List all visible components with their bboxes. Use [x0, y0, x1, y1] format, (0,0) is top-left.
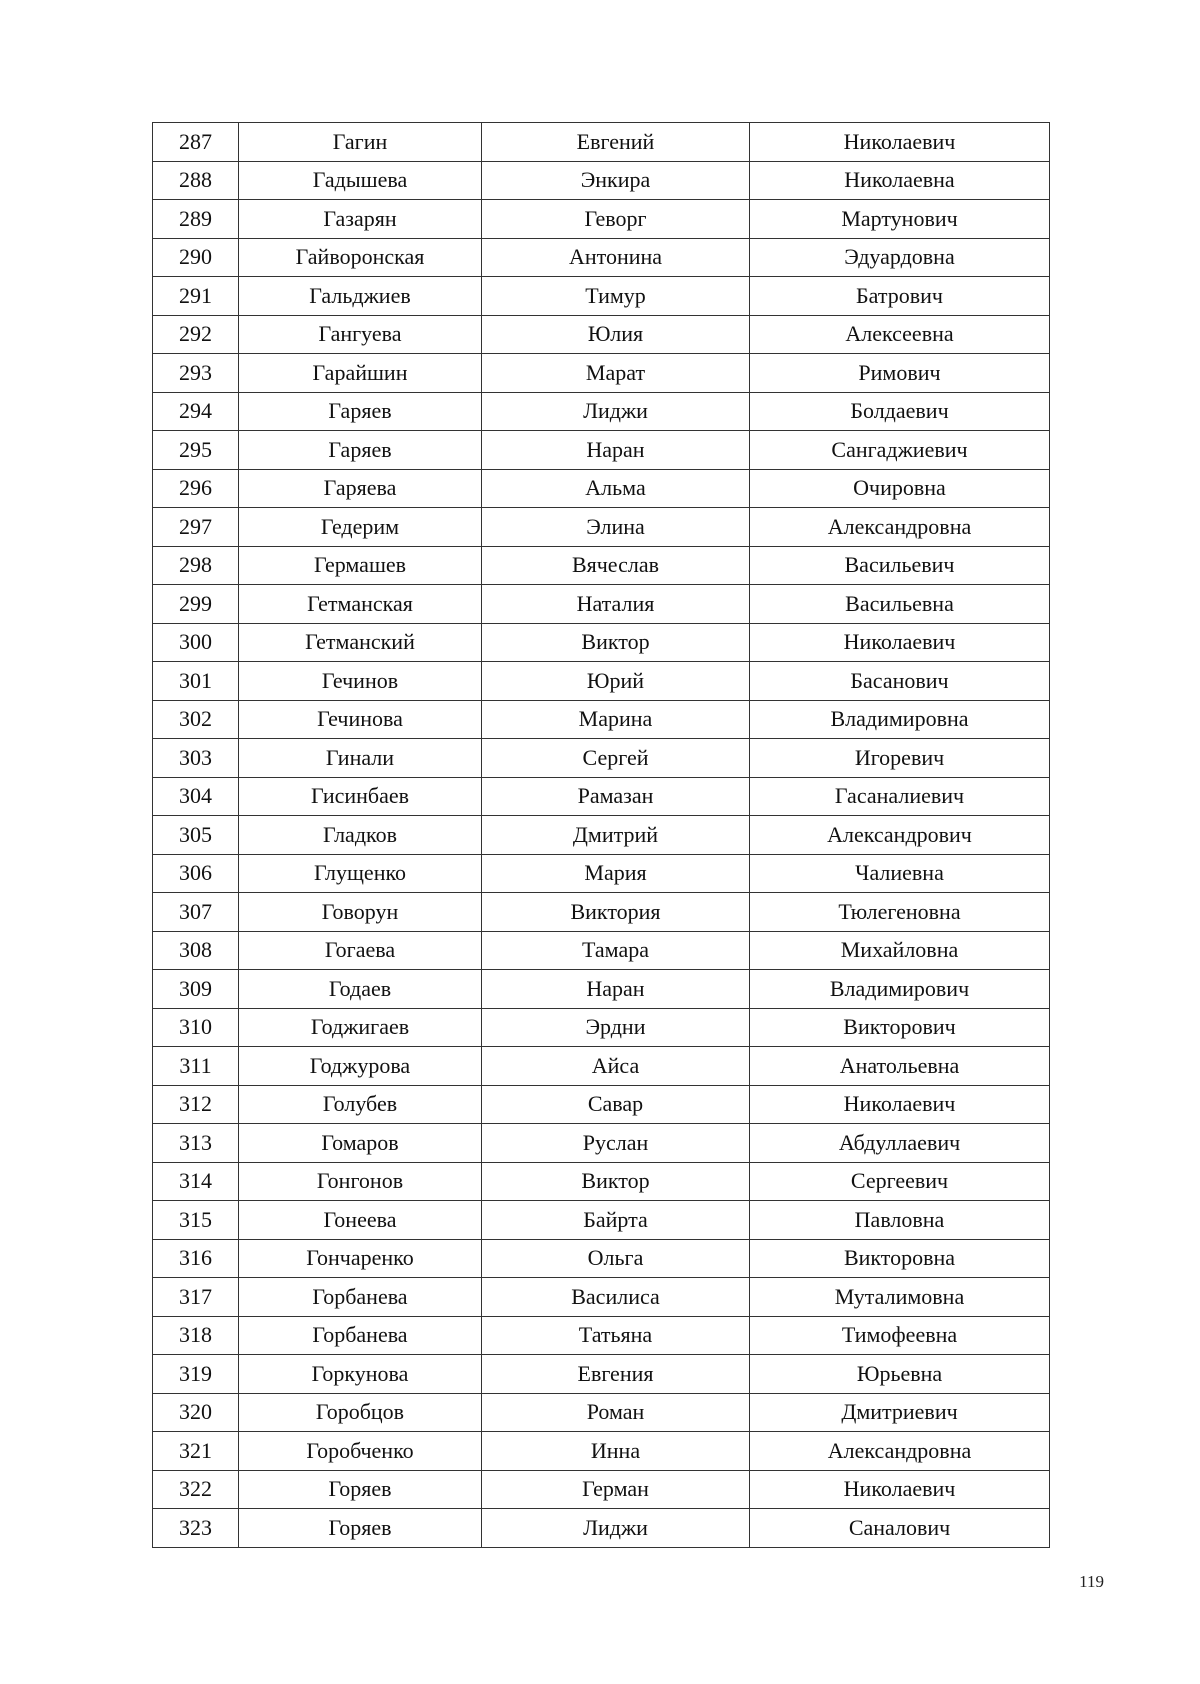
patronymic-cell: Басанович: [750, 662, 1050, 701]
patronymic-cell: Сергеевич: [750, 1162, 1050, 1201]
row-number-cell: 291: [153, 277, 239, 316]
last-name-cell: Гедерим: [239, 508, 482, 547]
patronymic-cell: Васильевич: [750, 546, 1050, 585]
table-row: [153, 854, 1050, 893]
row-number-cell: 298: [153, 546, 239, 585]
table-row: [153, 1432, 1050, 1471]
last-name-cell: Гетманский: [239, 623, 482, 662]
last-name-cell: Голубев: [239, 1085, 482, 1124]
first-name-cell: Наран: [482, 970, 750, 1009]
patronymic-cell: Дмитриевич: [750, 1393, 1050, 1432]
last-name-cell: Гетманская: [239, 585, 482, 624]
first-name-cell: Юрий: [482, 662, 750, 701]
first-name-cell: Мария: [482, 854, 750, 893]
table-row: [153, 354, 1050, 393]
first-name-cell: Энкира: [482, 161, 750, 200]
last-name-cell: Гайворонская: [239, 238, 482, 277]
patronymic-cell: Николаевна: [750, 161, 1050, 200]
last-name-cell: Гагин: [239, 123, 482, 162]
table-row: [153, 431, 1050, 470]
row-number-cell: 289: [153, 200, 239, 239]
row-number-cell: 290: [153, 238, 239, 277]
table-row: [153, 893, 1050, 932]
last-name-cell: Годжигаев: [239, 1008, 482, 1047]
row-number-cell: 314: [153, 1162, 239, 1201]
patronymic-cell: Чалиевна: [750, 854, 1050, 893]
first-name-cell: Рамазан: [482, 777, 750, 816]
first-name-cell: Виктория: [482, 893, 750, 932]
last-name-cell: Годжурова: [239, 1047, 482, 1086]
patronymic-cell: Владимирович: [750, 970, 1050, 1009]
row-number-cell: 287: [153, 123, 239, 162]
table-row: [153, 161, 1050, 200]
last-name-cell: Глущенко: [239, 854, 482, 893]
first-name-cell: Инна: [482, 1432, 750, 1471]
first-name-cell: Тамара: [482, 931, 750, 970]
row-number-cell: 309: [153, 970, 239, 1009]
row-number-cell: 304: [153, 777, 239, 816]
last-name-cell: Гечинов: [239, 662, 482, 701]
first-name-cell: Ольга: [482, 1239, 750, 1278]
row-number-cell: 320: [153, 1393, 239, 1432]
table-row: [153, 1124, 1050, 1163]
table-row: [153, 970, 1050, 1009]
row-number-cell: 301: [153, 662, 239, 701]
first-name-cell: Савар: [482, 1085, 750, 1124]
row-number-cell: 307: [153, 893, 239, 932]
patronymic-cell: Александровна: [750, 508, 1050, 547]
table-row: [153, 1085, 1050, 1124]
first-name-cell: Айса: [482, 1047, 750, 1086]
first-name-cell: Байрта: [482, 1201, 750, 1240]
table-row: [153, 1162, 1050, 1201]
table-row: [153, 623, 1050, 662]
last-name-cell: Гладков: [239, 816, 482, 855]
patronymic-cell: Павловна: [750, 1201, 1050, 1240]
last-name-cell: Гаряева: [239, 469, 482, 508]
patronymic-cell: Римович: [750, 354, 1050, 393]
patronymic-cell: Сангаджиевич: [750, 431, 1050, 470]
last-name-cell: Гаряев: [239, 392, 482, 431]
last-name-cell: Горкунова: [239, 1355, 482, 1394]
patronymic-cell: Тюлегеновна: [750, 893, 1050, 932]
table-row: [153, 1509, 1050, 1548]
patronymic-cell: Игоревич: [750, 739, 1050, 778]
last-name-cell: Гечинова: [239, 700, 482, 739]
table-row: [153, 469, 1050, 508]
patronymic-cell: Саналович: [750, 1509, 1050, 1548]
patronymic-cell: Гасаналиевич: [750, 777, 1050, 816]
last-name-cell: Гинали: [239, 739, 482, 778]
table-row: [153, 277, 1050, 316]
patronymic-cell: Анатольевна: [750, 1047, 1050, 1086]
patronymic-cell: Николаевич: [750, 123, 1050, 162]
table-row: [153, 1008, 1050, 1047]
last-name-cell: Гальджиев: [239, 277, 482, 316]
first-name-cell: Тимур: [482, 277, 750, 316]
patronymic-cell: Александровна: [750, 1432, 1050, 1471]
table-row: [153, 315, 1050, 354]
row-number-cell: 306: [153, 854, 239, 893]
row-number-cell: 302: [153, 700, 239, 739]
first-name-cell: Василиса: [482, 1278, 750, 1317]
patronymic-cell: Николаевич: [750, 623, 1050, 662]
patronymic-cell: Тимофеевна: [750, 1316, 1050, 1355]
first-name-cell: Виктор: [482, 1162, 750, 1201]
first-name-cell: Юлия: [482, 315, 750, 354]
patronymic-cell: Владимировна: [750, 700, 1050, 739]
table-row: [153, 700, 1050, 739]
table-row: [153, 739, 1050, 778]
last-name-cell: Горбанева: [239, 1278, 482, 1317]
row-number-cell: 288: [153, 161, 239, 200]
row-number-cell: 313: [153, 1124, 239, 1163]
table-row: [153, 662, 1050, 701]
patronymic-cell: Николаевич: [750, 1470, 1050, 1509]
last-name-cell: Гомаров: [239, 1124, 482, 1163]
last-name-cell: Газарян: [239, 200, 482, 239]
patronymic-cell: Алексеевна: [750, 315, 1050, 354]
table-row: [153, 1278, 1050, 1317]
patronymic-cell: Абдуллаевич: [750, 1124, 1050, 1163]
table-row: [153, 1239, 1050, 1278]
first-name-cell: Лиджи: [482, 1509, 750, 1548]
patronymic-cell: Мартунович: [750, 200, 1050, 239]
patronymic-cell: Викторович: [750, 1008, 1050, 1047]
patronymic-cell: Николаевич: [750, 1085, 1050, 1124]
last-name-cell: Горобцов: [239, 1393, 482, 1432]
table-row: [153, 1201, 1050, 1240]
row-number-cell: 303: [153, 739, 239, 778]
last-name-cell: Горбанева: [239, 1316, 482, 1355]
row-number-cell: 310: [153, 1008, 239, 1047]
table-row: [153, 1393, 1050, 1432]
first-name-cell: Геворг: [482, 200, 750, 239]
first-name-cell: Марат: [482, 354, 750, 393]
patronymic-cell: Муталимовна: [750, 1278, 1050, 1317]
row-number-cell: 293: [153, 354, 239, 393]
table-row: [153, 123, 1050, 162]
row-number-cell: 312: [153, 1085, 239, 1124]
patronymic-cell: Михайловна: [750, 931, 1050, 970]
row-number-cell: 317: [153, 1278, 239, 1317]
last-name-cell: Гадышева: [239, 161, 482, 200]
first-name-cell: Татьяна: [482, 1316, 750, 1355]
last-name-cell: Гангуева: [239, 315, 482, 354]
last-name-cell: Горяев: [239, 1470, 482, 1509]
patronymic-cell: Болдаевич: [750, 392, 1050, 431]
row-number-cell: 323: [153, 1509, 239, 1548]
first-name-cell: Герман: [482, 1470, 750, 1509]
last-name-cell: Гаряев: [239, 431, 482, 470]
patronymic-cell: Викторовна: [750, 1239, 1050, 1278]
first-name-cell: Марина: [482, 700, 750, 739]
last-name-cell: Горобченко: [239, 1432, 482, 1471]
table-row: [153, 200, 1050, 239]
last-name-cell: Гарайшин: [239, 354, 482, 393]
table-row: [153, 777, 1050, 816]
table-row: [153, 1355, 1050, 1394]
page-number: 119: [1079, 1572, 1104, 1591]
table-row: [153, 585, 1050, 624]
row-number-cell: 300: [153, 623, 239, 662]
row-number-cell: 311: [153, 1047, 239, 1086]
first-name-cell: Евгения: [482, 1355, 750, 1394]
last-name-cell: Гончаренко: [239, 1239, 482, 1278]
table-row: [153, 508, 1050, 547]
first-name-cell: Наталия: [482, 585, 750, 624]
row-number-cell: 305: [153, 816, 239, 855]
table-row: [153, 1470, 1050, 1509]
first-name-cell: Виктор: [482, 623, 750, 662]
patronymic-cell: Александрович: [750, 816, 1050, 855]
last-name-cell: Гогаева: [239, 931, 482, 970]
table-row: [153, 392, 1050, 431]
first-name-cell: Элина: [482, 508, 750, 547]
last-name-cell: Гермашев: [239, 546, 482, 585]
last-name-cell: Горяев: [239, 1509, 482, 1548]
first-name-cell: Роман: [482, 1393, 750, 1432]
row-number-cell: 297: [153, 508, 239, 547]
first-name-cell: Эрдни: [482, 1008, 750, 1047]
table-row: [153, 1047, 1050, 1086]
first-name-cell: Антонина: [482, 238, 750, 277]
table-row: [153, 931, 1050, 970]
patronymic-cell: Васильевна: [750, 585, 1050, 624]
row-number-cell: 315: [153, 1201, 239, 1240]
last-name-cell: Говорун: [239, 893, 482, 932]
first-name-cell: Евгений: [482, 123, 750, 162]
patronymic-cell: Очировна: [750, 469, 1050, 508]
table-row: [153, 546, 1050, 585]
row-number-cell: 292: [153, 315, 239, 354]
first-name-cell: Альма: [482, 469, 750, 508]
table-row: [153, 816, 1050, 855]
first-name-cell: Руслан: [482, 1124, 750, 1163]
patronymic-cell: Юрьевна: [750, 1355, 1050, 1394]
row-number-cell: 319: [153, 1355, 239, 1394]
first-name-cell: Наран: [482, 431, 750, 470]
row-number-cell: 308: [153, 931, 239, 970]
row-number-cell: 294: [153, 392, 239, 431]
row-number-cell: 299: [153, 585, 239, 624]
last-name-cell: Годаев: [239, 970, 482, 1009]
roster-table-body: [153, 123, 1050, 1548]
table-row: [153, 238, 1050, 277]
patronymic-cell: Батрович: [750, 277, 1050, 316]
first-name-cell: Дмитрий: [482, 816, 750, 855]
first-name-cell: Лиджи: [482, 392, 750, 431]
row-number-cell: 295: [153, 431, 239, 470]
row-number-cell: 318: [153, 1316, 239, 1355]
last-name-cell: Гисинбаев: [239, 777, 482, 816]
row-number-cell: 321: [153, 1432, 239, 1471]
roster-table: [152, 122, 1050, 1548]
first-name-cell: Вячеслав: [482, 546, 750, 585]
row-number-cell: 322: [153, 1470, 239, 1509]
row-number-cell: 316: [153, 1239, 239, 1278]
last-name-cell: Гонеева: [239, 1201, 482, 1240]
first-name-cell: Сергей: [482, 739, 750, 778]
table-row: [153, 1316, 1050, 1355]
patronymic-cell: Эдуардовна: [750, 238, 1050, 277]
last-name-cell: Гонгонов: [239, 1162, 482, 1201]
row-number-cell: 296: [153, 469, 239, 508]
